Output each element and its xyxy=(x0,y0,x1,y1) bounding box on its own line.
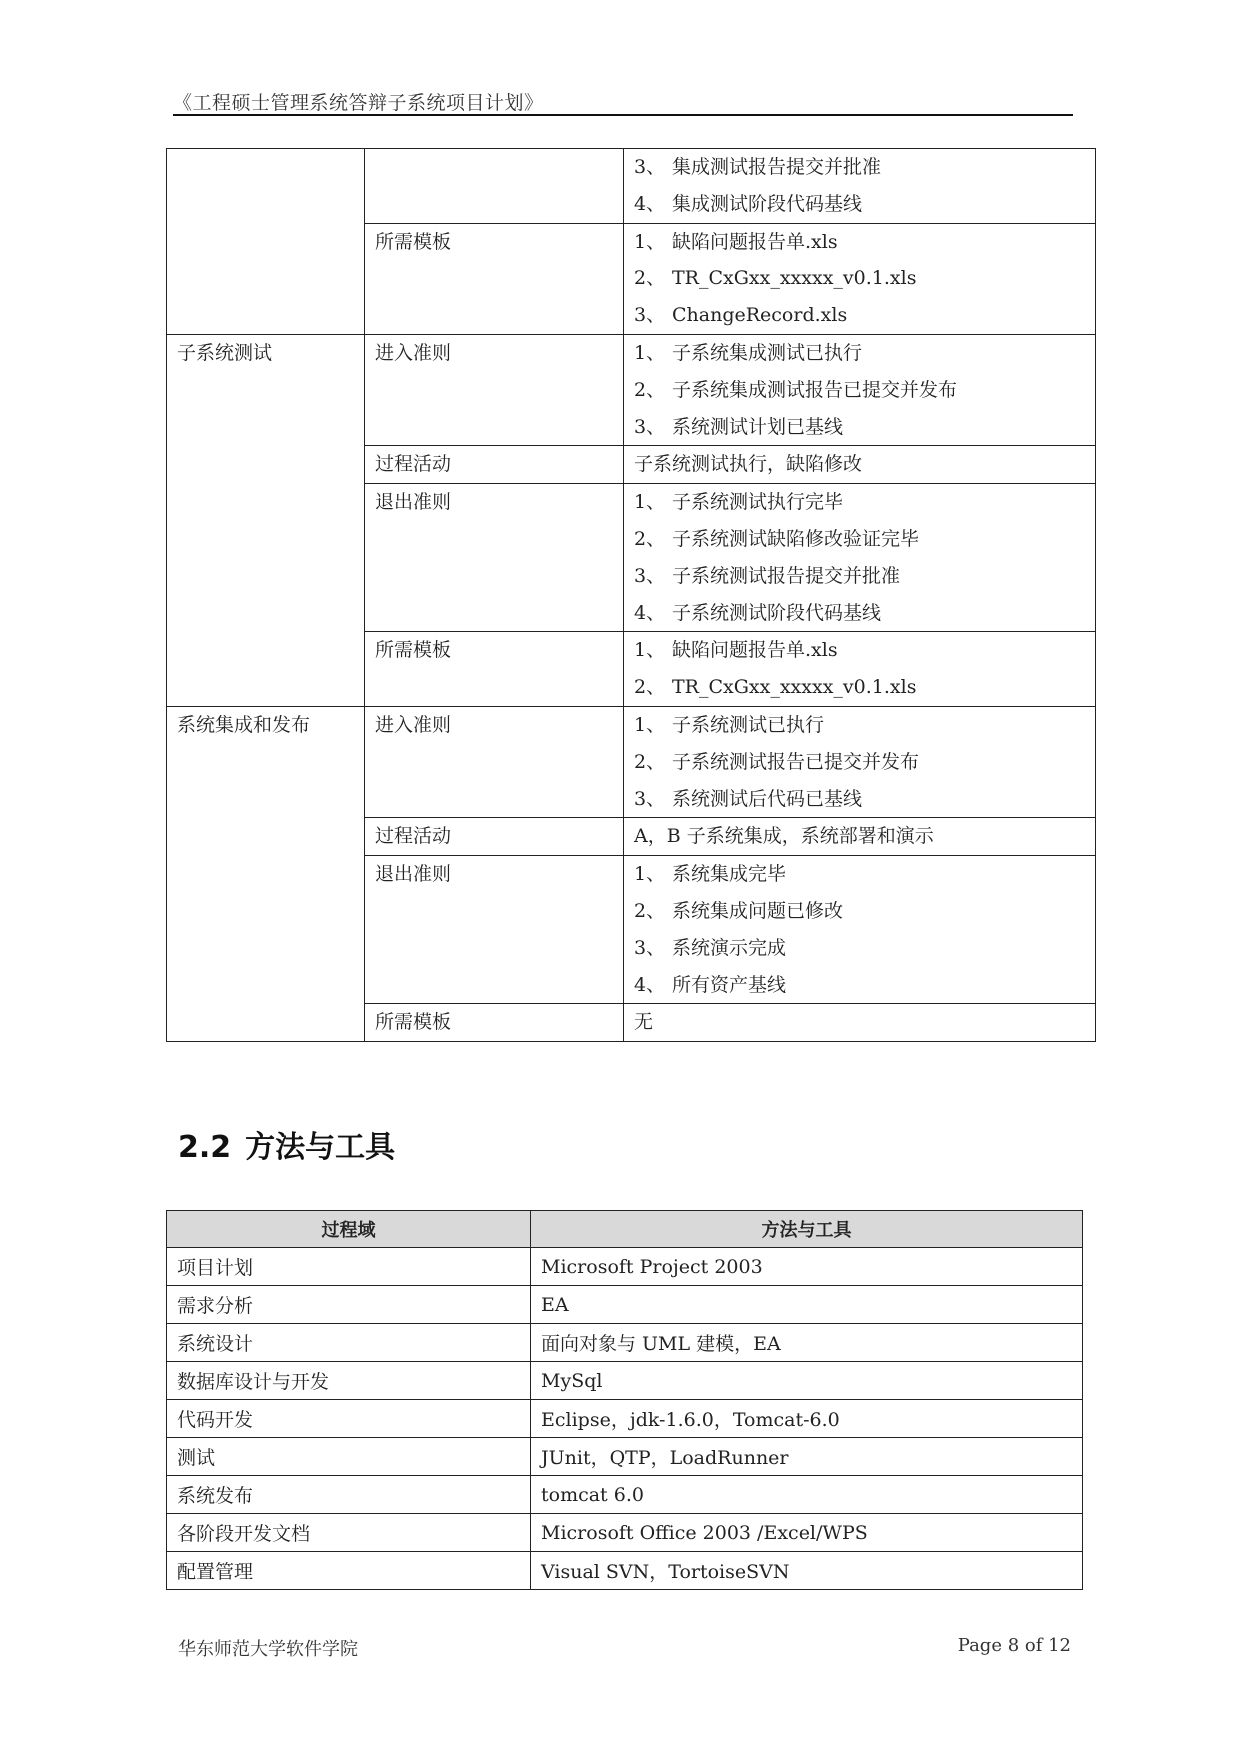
item-number: 3、 xyxy=(634,156,666,178)
item-text: TR_CxGxx_xxxxx_v0.1.xls xyxy=(672,267,917,290)
phase-name-cell: 系统集成和发布 xyxy=(167,706,365,1041)
table-row xyxy=(167,1476,1083,1514)
list-item xyxy=(634,669,1085,706)
table-row xyxy=(167,706,1096,817)
criteria-items-cell xyxy=(624,446,1096,484)
criteria-items-cell xyxy=(624,334,1096,445)
table-row xyxy=(167,1552,1083,1590)
process-area-cell: 项目计划 xyxy=(167,1248,531,1286)
item-text: 子系统测试执行，缺陷修改 xyxy=(634,453,863,476)
item-number: 4、 xyxy=(634,601,666,624)
process-area-cell: 测试 xyxy=(167,1438,531,1476)
table-row xyxy=(167,1324,1083,1362)
footer-institution: 华东师范大学软件学院 xyxy=(178,1639,358,1660)
tools-cell: JUnit，QTP，LoadRunner xyxy=(531,1438,1083,1476)
list-item xyxy=(634,893,1085,930)
list-item xyxy=(634,335,1085,372)
phase-name-cell: 子系统测试 xyxy=(167,334,365,706)
list-item xyxy=(634,781,1085,818)
item-number: 2、 xyxy=(634,750,666,773)
item-text: 子系统测试缺陷修改验证完毕 xyxy=(672,527,920,550)
process-area-cell: 各阶段开发文档 xyxy=(167,1514,531,1552)
item-text: 无 xyxy=(634,1011,654,1034)
item-text: 缺陷问题报告单.xls xyxy=(672,230,838,253)
item-text: 所有资产基线 xyxy=(672,973,787,996)
item-number: 3、 xyxy=(634,304,666,327)
item-number: 2、 xyxy=(634,899,666,922)
table-row xyxy=(167,1514,1083,1552)
item-text: 系统测试后代码已基线 xyxy=(672,787,863,810)
list-item xyxy=(634,1004,1085,1041)
item-number: 1、 xyxy=(634,713,666,736)
criteria-items-cell xyxy=(624,856,1096,1004)
item-text: 子系统测试阶段代码基线 xyxy=(672,601,882,624)
item-number: 4、 xyxy=(634,973,666,996)
item-number: 2、 xyxy=(634,527,666,550)
section-heading xyxy=(178,1122,395,1166)
running-header: 《工程硕士管理系统答辩子系统项目计划》 xyxy=(173,92,544,114)
item-text: 缺陷问题报告单.xls xyxy=(672,639,838,662)
list-item xyxy=(634,186,1085,223)
item-text: 集成测试报告提交并批准 xyxy=(672,156,882,178)
criteria-label-cell: 所需模板 xyxy=(365,1004,624,1042)
item-text: 系统演示完成 xyxy=(672,936,787,959)
item-number: 3、 xyxy=(634,787,666,810)
list-item xyxy=(634,484,1085,521)
item-number: 3、 xyxy=(634,936,666,959)
item-text: A，B 子系统集成，系统部署和演示 xyxy=(634,825,934,848)
list-item xyxy=(634,930,1085,967)
item-number: 3、 xyxy=(634,415,666,438)
criteria-items-cell xyxy=(624,1004,1096,1042)
process-area-cell: 数据库设计与开发 xyxy=(167,1362,531,1400)
criteria-label-cell: 所需模板 xyxy=(365,632,624,707)
header-rule xyxy=(173,114,1073,116)
item-text: 系统集成问题已修改 xyxy=(672,899,844,922)
tools-cell: EA xyxy=(531,1286,1083,1324)
tools-cell: Microsoft Office 2003 /Excel/WPS xyxy=(531,1514,1083,1552)
section-number: 2.2 xyxy=(178,1130,232,1165)
process-area-cell: 系统设计 xyxy=(167,1324,531,1362)
list-item xyxy=(634,744,1085,781)
criteria-label-cell: 退出准则 xyxy=(365,856,624,1004)
item-number: 4、 xyxy=(634,192,666,215)
phase-name-cell xyxy=(167,149,365,335)
criteria-label-cell: 所需模板 xyxy=(365,223,624,334)
table-row xyxy=(167,1438,1083,1476)
item-number: 1、 xyxy=(634,491,666,514)
item-text: TR_CxGxx_xxxxx_v0.1.xls xyxy=(672,676,917,699)
item-number: 2、 xyxy=(634,676,666,699)
phase-criteria-table xyxy=(166,148,1096,1042)
table-row xyxy=(167,1362,1083,1400)
item-text: 子系统测试报告已提交并发布 xyxy=(672,750,920,773)
item-number: 1、 xyxy=(634,341,666,364)
tools-cell: Microsoft Project 2003 xyxy=(531,1248,1083,1286)
tools-cell: MySql xyxy=(531,1362,1083,1400)
criteria-label-cell: 退出准则 xyxy=(365,484,624,632)
list-item xyxy=(634,149,1085,186)
criteria-items-cell xyxy=(624,632,1096,707)
list-item xyxy=(634,595,1085,632)
section-title: 方法与工具 xyxy=(245,1130,396,1165)
list-item xyxy=(634,409,1085,446)
list-item xyxy=(634,818,1085,855)
process-area-cell: 代码开发 xyxy=(167,1400,531,1438)
criteria-items-cell xyxy=(624,706,1096,817)
list-item xyxy=(634,967,1085,1004)
list-item xyxy=(634,856,1085,893)
tools-cell: Visual SVN，TortoiseSVN xyxy=(531,1552,1083,1590)
criteria-label-cell: 过程活动 xyxy=(365,446,624,484)
criteria-label-cell: 过程活动 xyxy=(365,818,624,856)
item-text: 子系统测试已执行 xyxy=(672,713,825,736)
column-header-tools: 方法与工具 xyxy=(531,1211,1083,1248)
list-item xyxy=(634,707,1085,744)
item-text: 子系统测试报告提交并批准 xyxy=(672,564,901,587)
item-text: 子系统集成测试已执行 xyxy=(672,341,863,364)
process-area-cell: 系统发布 xyxy=(167,1476,531,1514)
table-header-row xyxy=(167,1211,1083,1248)
process-area-cell: 需求分析 xyxy=(167,1286,531,1324)
item-number: 1、 xyxy=(634,639,666,662)
criteria-items-cell xyxy=(624,818,1096,856)
tools-cell: tomcat 6.0 xyxy=(531,1476,1083,1514)
item-text: 系统集成完毕 xyxy=(672,863,787,886)
table-row xyxy=(167,1400,1083,1438)
item-text: 子系统集成测试报告已提交并发布 xyxy=(672,378,958,401)
item-number: 1、 xyxy=(634,230,666,253)
item-text: ChangeRecord.xls xyxy=(672,304,848,327)
methods-tools-table xyxy=(166,1210,1083,1590)
item-text: 系统测试计划已基线 xyxy=(672,415,844,438)
list-item xyxy=(634,521,1085,558)
item-text: 集成测试阶段代码基线 xyxy=(672,192,863,215)
criteria-label-cell xyxy=(365,149,624,224)
table-row xyxy=(167,1286,1083,1324)
item-number: 2、 xyxy=(634,378,666,401)
list-item xyxy=(634,260,1085,297)
table-row xyxy=(167,1248,1083,1286)
list-item xyxy=(634,224,1085,261)
criteria-items-cell xyxy=(624,484,1096,632)
criteria-items-cell xyxy=(624,223,1096,334)
item-text: 子系统测试执行完毕 xyxy=(672,491,844,514)
process-area-cell: 配置管理 xyxy=(167,1552,531,1590)
list-item xyxy=(634,297,1085,334)
table-row xyxy=(167,334,1096,445)
item-number: 1、 xyxy=(634,863,666,886)
list-item xyxy=(634,446,1085,483)
criteria-label-cell: 进入准则 xyxy=(365,334,624,445)
tools-cell: 面向对象与 UML 建模，EA xyxy=(531,1324,1083,1362)
column-header-process-area: 过程域 xyxy=(167,1211,531,1248)
list-item xyxy=(634,632,1085,669)
table-row xyxy=(167,149,1096,224)
item-number: 3、 xyxy=(634,564,666,587)
tools-cell: Eclipse，jdk-1.6.0，Tomcat-6.0 xyxy=(531,1400,1083,1438)
list-item xyxy=(634,372,1085,409)
footer-page-number: Page 8 of 12 xyxy=(957,1635,1071,1656)
criteria-items-cell xyxy=(624,149,1096,224)
criteria-label-cell: 进入准则 xyxy=(365,706,624,817)
item-number: 2、 xyxy=(634,267,666,290)
list-item xyxy=(634,558,1085,595)
